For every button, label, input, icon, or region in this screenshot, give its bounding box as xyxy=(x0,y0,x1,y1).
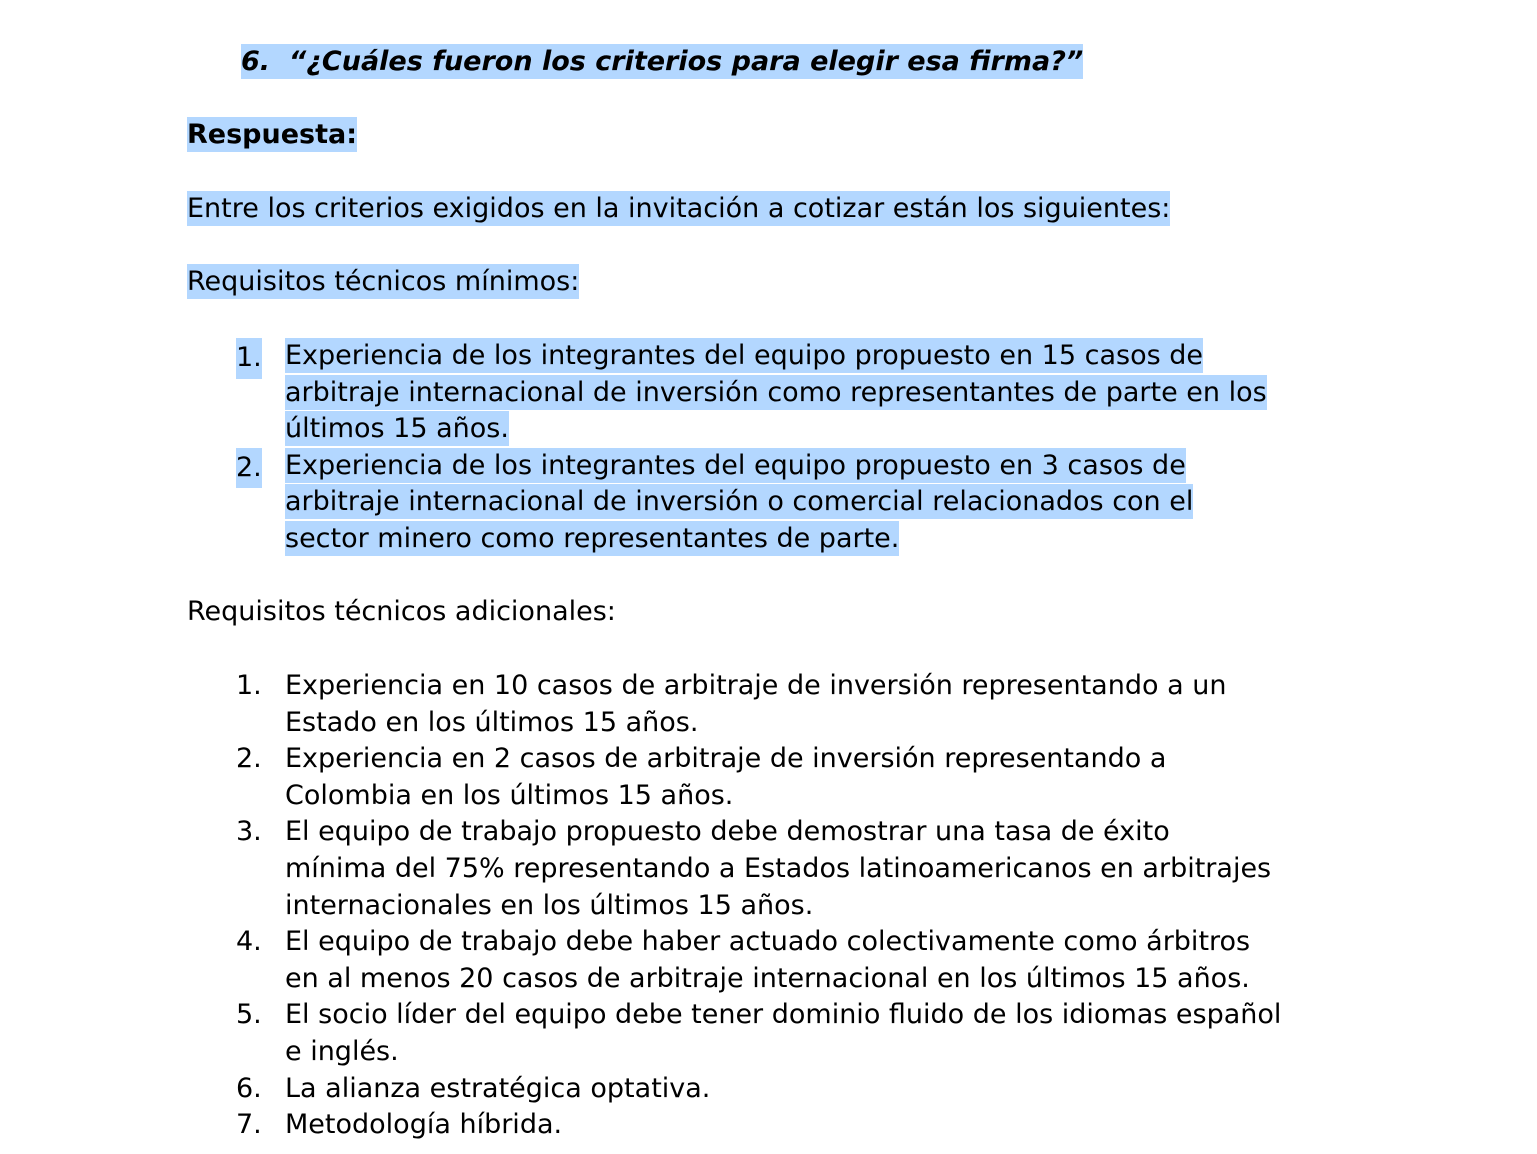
list-item-number: 2. xyxy=(236,743,262,775)
list-item-line: Estado en los últimos 15 años. xyxy=(285,706,699,738)
minimum-requirements-title xyxy=(187,264,579,301)
intro-paragraph xyxy=(187,191,1170,228)
list-item xyxy=(236,448,1267,558)
additional-requirements-title: Requisitos técnicos adicionales: xyxy=(187,596,616,627)
list-item-line: Experiencia en 2 casos de arbitraje de inversión representando a xyxy=(285,743,1167,775)
list-item-text xyxy=(285,741,1281,814)
list-item xyxy=(236,1071,1281,1108)
list-item-text xyxy=(285,338,1267,448)
list-item-line: Experiencia de los integrantes del equipo propuesto en 3 casos de xyxy=(285,449,1186,481)
list-item-text xyxy=(285,1107,1281,1144)
question-gap xyxy=(270,44,289,79)
answer-label-text: Respuesta: xyxy=(187,119,358,150)
list-item xyxy=(236,924,1281,997)
list-item xyxy=(236,741,1281,814)
list-item-number: 2. xyxy=(236,448,262,489)
list-item-line: últimos 15 años. xyxy=(285,413,509,445)
list-item-number: 1. xyxy=(236,670,262,701)
list-item xyxy=(236,814,1281,924)
minimum-requirements-title-text: Requisitos técnicos mínimos: xyxy=(187,266,580,297)
list-item-line: Metodología híbrida. xyxy=(285,1109,563,1141)
question-text: “¿Cuáles fueron los criterios para elegir esa firma?” xyxy=(288,46,1084,77)
answer-label xyxy=(187,117,357,154)
list-item-text xyxy=(285,668,1281,741)
list-item-line: en al menos 20 casos de arbitraje internacional en los últimos 15 años. xyxy=(285,962,1250,994)
list-item-line: Experiencia en 10 casos de arbitraje de inversión representando a un xyxy=(285,670,1227,701)
question-heading xyxy=(241,44,1083,81)
list-item xyxy=(236,1107,1281,1144)
list-item-line: El socio líder del equipo debe tener dominio fluido de los idiomas español xyxy=(285,999,1282,1031)
list-item-text xyxy=(285,1071,1281,1108)
list-item-line: Experiencia de los integrantes del equipo propuesto en 15 casos de xyxy=(285,340,1203,371)
list-item-line: mínima del 75% representando a Estados latinoamericanos en arbitrajes xyxy=(285,852,1272,884)
intro-text: Entre los criterios exigidos en la invitación a cotizar están los siguientes: xyxy=(187,193,1171,224)
additional-requirements-list xyxy=(236,668,1281,1144)
list-item-text xyxy=(285,997,1281,1070)
list-item-line: Colombia en los últimos 15 años. xyxy=(285,779,734,811)
list-item-number: 5. xyxy=(236,999,262,1031)
list-item-line: arbitraje internacional de inversión o comercial relacionados con el xyxy=(285,486,1194,518)
list-item-line: e inglés. xyxy=(285,1035,399,1067)
list-item-line: La alianza estratégica optativa. xyxy=(285,1072,711,1104)
list-item xyxy=(236,997,1281,1070)
list-item-text xyxy=(285,448,1267,558)
list-item-number: 4. xyxy=(236,926,262,958)
list-item xyxy=(236,338,1267,448)
question-number: 6. xyxy=(241,46,271,77)
list-item-number: 6. xyxy=(236,1072,262,1104)
minimum-requirements-list xyxy=(236,338,1267,558)
list-item-text xyxy=(285,814,1281,924)
list-item-number: 1. xyxy=(236,338,262,379)
list-item-line: El equipo de trabajo debe haber actuado colectivamente como árbitros xyxy=(285,926,1251,958)
list-item-line: internacionales en los últimos 15 años. xyxy=(285,889,814,921)
list-item-number: 3. xyxy=(236,816,262,848)
list-item-number: 7. xyxy=(236,1109,262,1141)
list-item-line: sector minero como representantes de parte. xyxy=(285,522,900,554)
list-item-text xyxy=(285,924,1281,997)
list-item-line: arbitraje internacional de inversión como representantes de parte en los xyxy=(285,376,1267,408)
list-item xyxy=(236,668,1281,741)
list-item-line: El equipo de trabajo propuesto debe demostrar una tasa de éxito xyxy=(285,816,1170,848)
